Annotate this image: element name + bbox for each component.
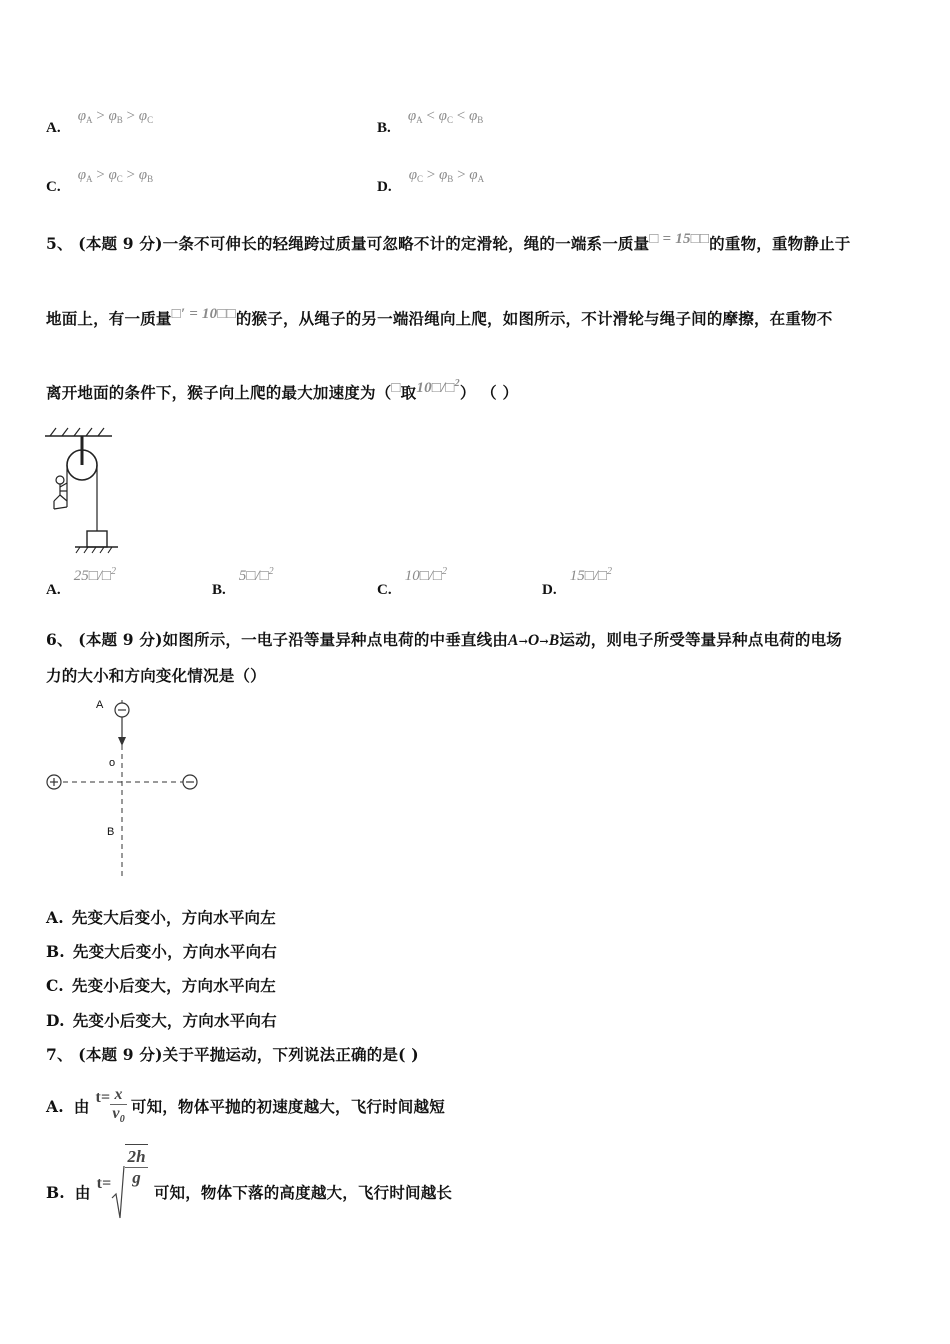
- q6-line-2: 力的大小和方向变化情况是（）: [46, 666, 266, 685]
- q5-option-b: B. 5□/□$^2$: [212, 566, 274, 598]
- sqrt-sign: [111, 1164, 125, 1220]
- q4-option-b: [377, 105, 484, 136]
- q5-option-d: D. 15□/□$^2$: [542, 566, 612, 598]
- pulley-figure: [40, 425, 120, 555]
- q5-line-1: 5、 (本题 9 分)一条不可伸长的轻绳跨过质量可忽略不计的定滑轮，绳的一端系一质量□ = 15□□的重物，重物静止于: [46, 231, 851, 253]
- q6-option-d: D. 先变小后变大，方向水平向右: [46, 1011, 277, 1030]
- q5-line-2: 地面上，有一质量□′ = 10□□的猴子，从绳子的另一端沿绳向上爬，如图所示，不计滑轮与绳子间的摩擦，在重物不: [46, 306, 833, 328]
- q5-option-a: A. 25□/□$^2$: [46, 566, 116, 598]
- motion-arrow-head: [118, 737, 126, 746]
- ceiling-hatch: [50, 428, 104, 436]
- q6-line-1: 6、 (本题 9 分)如图所示，一电子沿等量异种点电荷的中垂直线由A→O→B运动，则电子所受等量异种点电荷的电场: [46, 630, 842, 649]
- q7-option-a: A. 由 t= $\frac{x}{v_0}$ 可知，物体平抛的初速度越大，飞行时间越短: [46, 1086, 445, 1126]
- q7-line-1: 7、 (本题 9 分)关于平抛运动，下列说法正确的是( ): [46, 1045, 419, 1064]
- q6-option-a: A. 先变大后变小，方向水平向左: [46, 908, 276, 927]
- weight-block: [87, 531, 107, 547]
- q4-option-d: [377, 164, 485, 195]
- option-math: $\varphi_A > \varphi_C > \varphi_B$: [77, 167, 154, 184]
- option-label: B.: [377, 120, 391, 136]
- q4-option-a: [46, 105, 154, 136]
- q6-option-c: C. 先变小后变大，方向水平向左: [46, 976, 276, 995]
- option-label: D.: [377, 179, 392, 195]
- monkey-figure: [54, 476, 67, 509]
- q5-line-3: 离开地面的条件下，猴子向上爬的最大加速度为（□取10□/□$^2$） （ ）: [46, 378, 519, 402]
- ground-hatch: [76, 547, 112, 553]
- option-label: A.: [46, 120, 61, 136]
- q4-option-c: [46, 164, 154, 195]
- option-math: $\varphi_C > \varphi_B > \varphi_A$: [408, 167, 485, 184]
- q7-option-b: B. 由 t= $\frac{2h}{g}$ 可知，物体下落的高度越大，飞行时间越长: [46, 1158, 452, 1226]
- label-o: o: [109, 757, 116, 769]
- q5-option-c: C. 10□/□$^2$: [377, 566, 447, 598]
- charges-figure: [40, 695, 210, 885]
- option-math: $\varphi_A > \varphi_B > \varphi_C$: [77, 108, 154, 125]
- label-a: A: [96, 699, 104, 711]
- option-math: $\varphi_A < \varphi_C < \varphi_B$: [407, 108, 484, 125]
- formula-sqrt-2h-over-g: $\frac{2h}{g}$: [111, 1164, 147, 1220]
- option-label: C.: [46, 179, 61, 195]
- formula-x-over-v0: $\frac{x}{v_0}$: [112, 1086, 125, 1126]
- label-b: B: [107, 826, 115, 838]
- q6-option-b: B. 先变大后变小，方向水平向右: [46, 942, 278, 961]
